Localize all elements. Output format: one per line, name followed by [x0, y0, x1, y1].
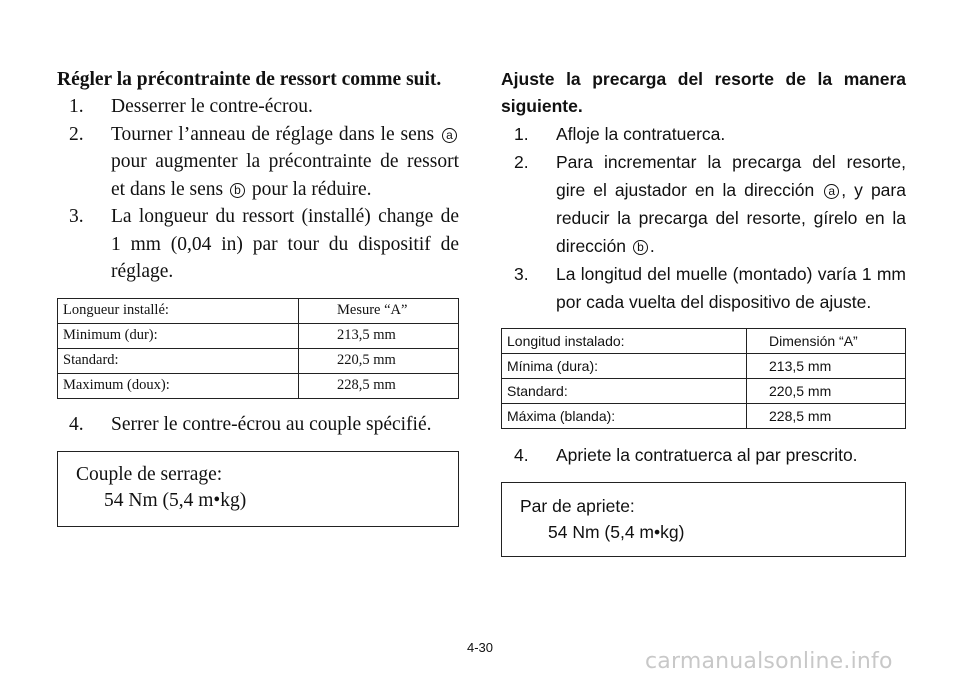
- step-1: [514, 120, 906, 148]
- step-number: 2.: [69, 123, 84, 145]
- step-text-part: , y para reducir la precarga del resorte, gírelo en la dirección: [556, 180, 906, 256]
- step-1: [69, 93, 459, 121]
- table-row: [58, 348, 459, 373]
- table-cell-value: 228,5 mm: [299, 373, 459, 398]
- table-cell-label: Máxima (blanda):: [502, 404, 747, 429]
- table-cell-label: Mínima (dura):: [502, 354, 747, 379]
- table-row: [502, 404, 906, 429]
- torque-spec-box: [501, 482, 906, 557]
- table-cell-value: Dimensión “A”: [747, 329, 906, 354]
- step-list: [501, 120, 906, 316]
- step-list: [57, 93, 459, 286]
- step-number: 3.: [69, 206, 84, 227]
- torque-label: Couple de serrage:: [76, 464, 223, 485]
- step-4: [69, 411, 459, 439]
- table-cell-value: 213,5 mm: [747, 354, 906, 379]
- table-cell-value: 220,5 mm: [299, 348, 459, 373]
- step-4: [514, 441, 906, 469]
- step-text-part: Para incrementar la precarga del resorte, gire el ajustador en la dirección: [556, 152, 906, 200]
- table-cell-label: Minimum (dur):: [58, 323, 299, 348]
- step-list: [57, 411, 459, 439]
- table-row: [58, 298, 459, 323]
- step-3: [69, 203, 459, 286]
- table-cell-label: Standard:: [502, 379, 747, 404]
- page-number: 4-30: [466, 640, 494, 655]
- spring-length-table: [57, 298, 459, 399]
- table-cell-value: 220,5 mm: [747, 379, 906, 404]
- step-text: La longitud del muelle (montado) varía 1 mm por cada vuelta del dispositivo de ajuste.: [556, 264, 906, 312]
- step-text-part: pour la réduire.: [246, 178, 372, 200]
- table-row: [58, 323, 459, 348]
- section-heading: Ajuste la precarga del resorte de la manera siguiente.: [501, 69, 906, 116]
- step-number: 2.: [514, 152, 529, 172]
- table-row: [58, 373, 459, 398]
- spring-length-table: [501, 328, 906, 429]
- circled-a-icon: a: [824, 184, 839, 199]
- step-text: La longueur du ressort (installé) change de 1 mm (0,04 in) par tour du dispositif de réglage.: [111, 206, 459, 282]
- step-text-part: .: [649, 236, 655, 256]
- step-text: Afloje la contratuerca.: [556, 124, 726, 144]
- step-number: 4.: [69, 413, 84, 435]
- table-cell-label: Standard:: [58, 348, 299, 373]
- step-text: Apriete la contratuerca al par prescrito.: [556, 445, 858, 465]
- step-number: 1.: [69, 96, 84, 117]
- step-text-part: pour augmenter la précontrainte de ressort et dans le sens: [111, 151, 459, 200]
- circled-b-icon: b: [633, 240, 648, 255]
- step-2: [69, 121, 459, 204]
- step-2: [514, 148, 906, 260]
- spanish-column: [501, 66, 906, 557]
- torque-value: 54 Nm (5,4 m•kg): [104, 490, 247, 511]
- table-cell-label: Longueur installé:: [58, 298, 299, 323]
- step-number: 1.: [514, 124, 529, 144]
- torque-value: 54 Nm (5,4 m•kg): [548, 522, 685, 542]
- table-cell-value: Mesure “A”: [299, 298, 459, 323]
- step-number: 4.: [514, 445, 529, 465]
- french-column: [57, 66, 459, 527]
- step-list: [501, 441, 906, 469]
- table-row: [502, 329, 906, 354]
- table-row: [502, 379, 906, 404]
- torque-spec-box: [57, 451, 459, 527]
- torque-label: Par de apriete:: [520, 496, 635, 516]
- section-heading: Régler la précontrainte de ressort comme suit.: [57, 69, 442, 90]
- step-text: Serrer le contre-écrou au couple spécifié.: [111, 413, 432, 435]
- step-text-part: Tourner l’anneau de réglage dans le sens: [111, 123, 440, 145]
- circled-a-icon: a: [442, 128, 457, 143]
- step-text: Desserrer le contre-écrou.: [111, 96, 313, 117]
- table-cell-value: 213,5 mm: [299, 323, 459, 348]
- table-row: [502, 354, 906, 379]
- table-cell-value: 228,5 mm: [747, 404, 906, 429]
- step-3: [514, 260, 906, 316]
- step-number: 3.: [514, 264, 529, 284]
- table-cell-label: Longitud instalado:: [502, 329, 747, 354]
- watermark: carmanualsonline.info: [645, 649, 893, 674]
- circled-b-icon: b: [230, 183, 245, 198]
- table-cell-label: Maximum (doux):: [58, 373, 299, 398]
